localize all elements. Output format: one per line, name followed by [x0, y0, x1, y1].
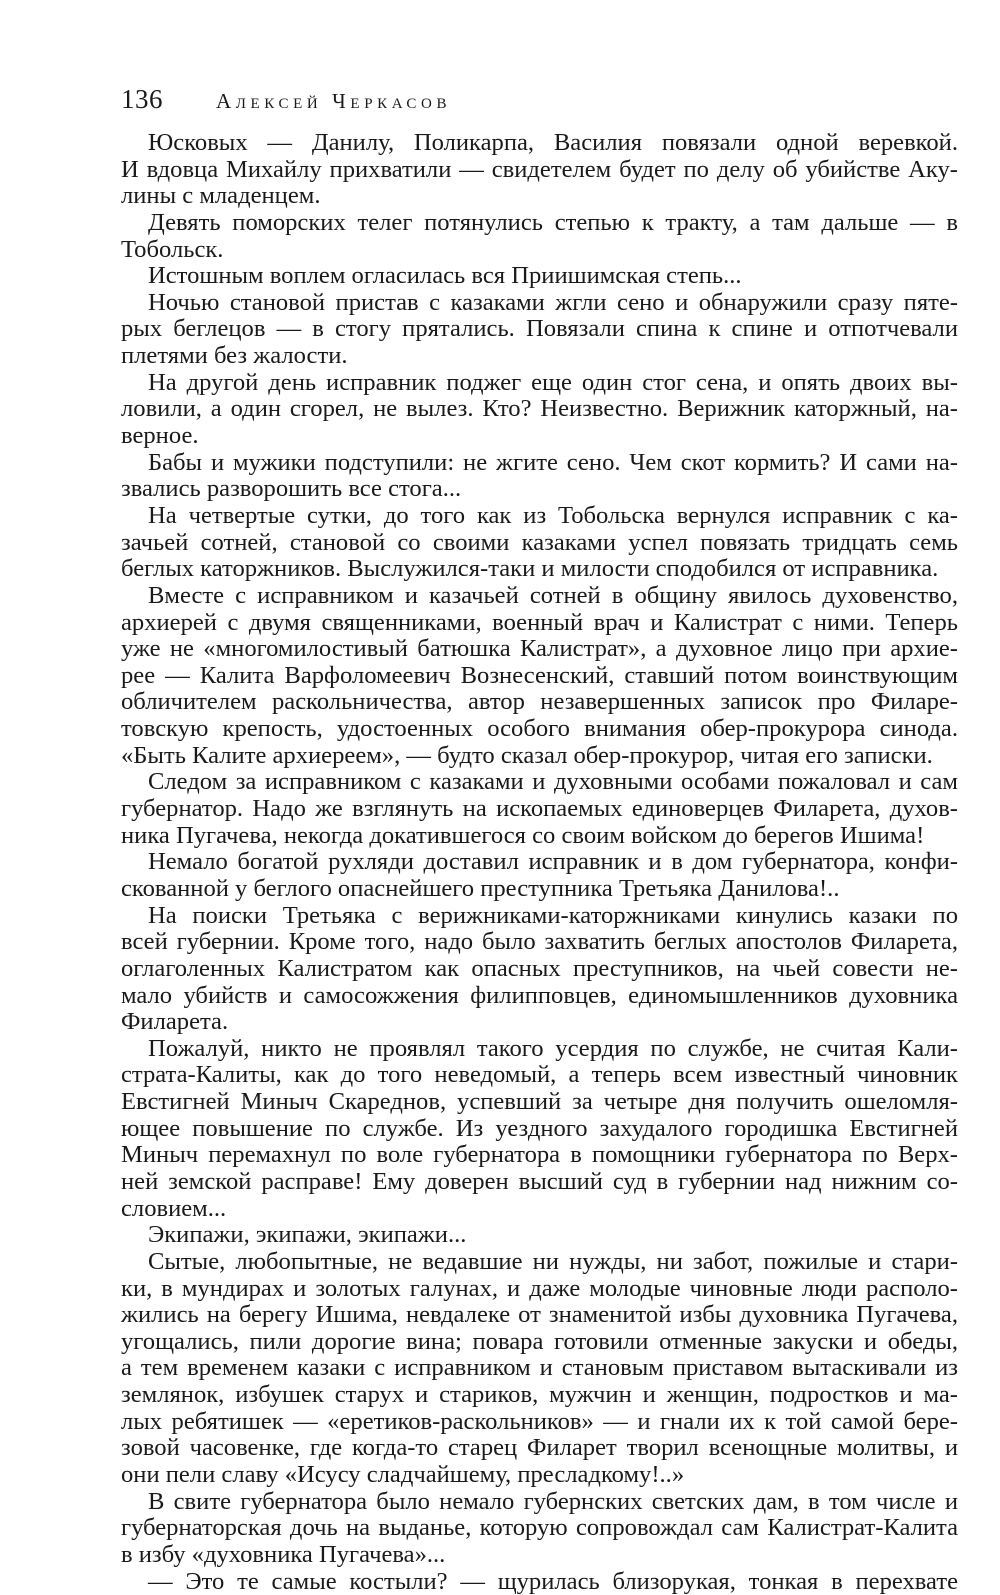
text-line: На четвертые сутки, до того как из Тобольска вернулся исправник с ка-	[148, 501, 958, 529]
text-line: жились на берегу Ишима, невдалеке от знаменитой избы духовника Пугачева,	[121, 1301, 958, 1329]
paragraph	[121, 263, 958, 290]
text-line: скованной у беглого опаснейшего преступника Третьяка Данилова!..	[121, 874, 840, 902]
text-line: а тем временем казаки с исправником и становым приставом вытаскивали из	[121, 1354, 958, 1382]
paragraph	[121, 450, 958, 503]
text-line: обличителем раскольничества, автор незавершенных записок про Филаре-	[121, 688, 958, 716]
text-line: архиерей с двумя священниками, военный врач и Калистрат с ними. Теперь	[121, 608, 958, 636]
text-line: мало убийств и самосожжения филипповцев, единомышленников духовника	[121, 981, 958, 1009]
running-head	[121, 84, 958, 124]
text-line: И вдовца Михайлу прихватили — свидетелем будет по делу об убийстве Аку-	[121, 155, 958, 183]
paragraph	[121, 583, 958, 769]
text-line: рее — Калита Варфоломеевич Вознесенский, ставший потом воинствующим	[121, 661, 958, 689]
text-line: Вместе с исправником и казачьей сотней в общину явилось духовенство,	[148, 581, 958, 609]
text-line: ника Пугачева, некогда докатившегося со своим войском до берегов Ишима!	[121, 821, 925, 849]
text-line: губернаторская дочь на выданье, которую сопровождал сам Калистрат-Калита	[121, 1514, 958, 1542]
text-line: На другой день исправник поджег еще один стог сена, и опять двоих вы-	[148, 368, 958, 396]
text-line: Юсковых — Данилу, Поликарпа, Василия повязали одной веревкой.	[148, 129, 958, 156]
text-line: в избу «духовника Пугачева»...	[121, 1540, 446, 1568]
text-line: Филарета.	[121, 1008, 229, 1036]
text-line: зачьей сотней, становой со своими казаками успел повязать тридцать семь	[121, 528, 958, 556]
text-line: Истошным воплем огласилась вся Приишимская степь...	[148, 262, 742, 290]
text-line: В свите губернатора было немало губернских светских дам, в том числе и	[148, 1487, 958, 1515]
text-line: Бабы и мужики подступили: не жгите сено. Чем скот кормить? И сами на-	[148, 448, 958, 476]
text-line: уже не «многомилостивый батюшка Калистрат», а духовное лицо при архие-	[121, 635, 958, 663]
page-number: 136	[121, 84, 163, 114]
text-line: Тобольск.	[121, 235, 224, 263]
text-line: На поиски Третьяка с верижниками-каторжниками кинулись казаки по	[148, 901, 958, 929]
paragraph	[121, 849, 958, 902]
text-line: Следом за исправником с казаками и духовными особами пожаловал и сам	[148, 768, 958, 796]
text-line: Пожалуй, никто не проявлял такого усердия по службе, не считая Кали-	[148, 1034, 958, 1062]
paragraph	[121, 130, 958, 210]
text-line: Сытые, любопытные, не ведавшие ни нужды, ни забот, пожилые и стари-	[148, 1247, 958, 1275]
paragraph	[121, 903, 958, 1036]
text-line: «Быть Калите архиереем», — будто сказал обер-прокурор, читая его записки.	[121, 741, 933, 769]
text-line: Ночью становой пристав с казаками жгли сено и обнаружили сразу пяте-	[148, 288, 958, 316]
paragraph	[121, 1489, 958, 1569]
text-line: ловили, а один сгорел, не вылез. Кто? Неизвестно. Верижник каторжный, на-	[121, 395, 958, 423]
text-line: губернатор. Надо же взглянуть на ископаемых единоверцев Филарета, духов-	[121, 795, 958, 823]
text-line: оглаголенных Калистратом как опасных преступников, на чьей совести не-	[121, 954, 958, 982]
paragraph	[121, 1036, 958, 1222]
text-line: верное.	[121, 422, 199, 450]
text-line: угощались, пили дорогие вина; повара готовили отменные закуски и обеды,	[121, 1327, 958, 1355]
text-line: товскую крепость, удостоенных особого внимания обер-прокурора синода.	[121, 715, 958, 743]
text-line: Немало богатой рухляди доставил исправник и в дом губернатора, конфи-	[148, 848, 958, 876]
text-line: зовой часовенке, где когда-то старец Филарет творил всенощные молитвы, и	[121, 1434, 958, 1462]
text-line: Евстигней Миныч Скареднов, успевший за четыре дня получить ошеломля-	[121, 1088, 958, 1116]
text-line: страта-Калиты, как до того неведомый, а теперь всем известный чиновник	[121, 1061, 958, 1089]
author-name: Алексей Черкасов	[216, 89, 452, 113]
text-line: звались разворошить все стога...	[121, 475, 462, 503]
paragraph	[121, 503, 958, 583]
paragraph	[121, 1569, 958, 1595]
text-line: словием...	[121, 1194, 227, 1222]
text-line: Экипажи, экипажи, экипажи...	[148, 1221, 467, 1249]
text-line: ки, в мундирах и золотых галунах, и даже молодые чиновные люди располо-	[121, 1274, 958, 1302]
text-line: землянок, избушек старух и стариков, мужчин и женщин, подростков и ма-	[121, 1381, 958, 1409]
text-line: плетями без жалости.	[121, 342, 348, 370]
text-line: ющее повышение по службе. Из уездного захудалого городишка Евстигней	[121, 1114, 958, 1142]
text-line: ней земской расправе! Ему доверен высший суд в губернии над нижним со-	[121, 1167, 958, 1195]
paragraph	[121, 210, 958, 263]
text-line: беглых каторжников. Выслужился-таки и милости сподобился от исправника.	[121, 555, 939, 583]
text-line: рых беглецов — в стогу прятались. Повязали спина к спине и отпотчевали	[121, 315, 958, 343]
text-line: всей губернии. Кроме того, надо было захватить беглых апостолов Филарета,	[121, 928, 958, 956]
text-line: — Это те самые костыли? — щурилась близорукая, тонкая в перехвате	[148, 1567, 958, 1595]
paragraph	[121, 370, 958, 450]
paragraph	[121, 769, 958, 849]
body-text	[121, 130, 958, 1595]
paragraph	[121, 1249, 958, 1489]
book-page	[121, 84, 958, 1595]
text-line: лых ребятишек — «еретиков-раскольников» — и гнали их к той самой бере-	[121, 1407, 958, 1435]
text-line: они пели славу «Исусу сладчайшему, пресладкому!..»	[121, 1461, 685, 1489]
text-line: Миныч перемахнул по воле губернатора в помощники губернатора по Верх-	[121, 1141, 958, 1169]
text-line: Девять поморских телег потянулись степью к тракту, а там дальше — в	[148, 208, 958, 236]
paragraph	[121, 290, 958, 370]
text-line: лины с младенцем.	[121, 182, 321, 210]
paragraph	[121, 1222, 958, 1249]
